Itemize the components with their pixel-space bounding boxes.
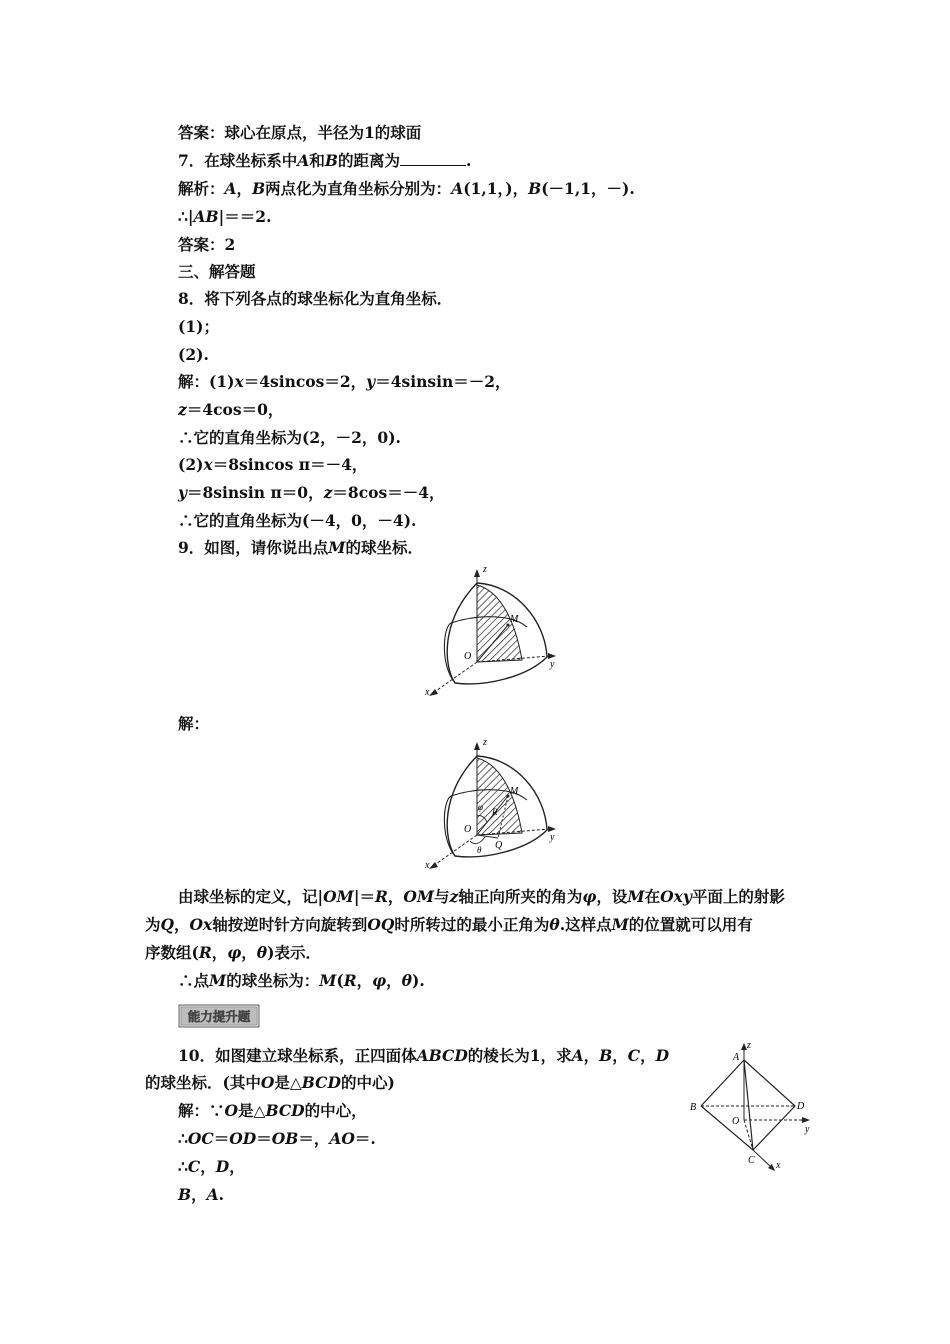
q10a: 10．如图建立球坐标系，正四面体 xyxy=(178,1046,417,1065)
tetrahedron-figure xyxy=(685,1040,820,1175)
s4-x: x xyxy=(203,455,213,474)
fig3-y-label: y xyxy=(805,1124,810,1135)
para-line-1 xyxy=(178,887,785,907)
ab-distance xyxy=(178,207,271,227)
fig1-M-label: M xyxy=(510,614,519,625)
a10e: 的中心， xyxy=(304,1101,367,1120)
p2a: 为 xyxy=(145,915,161,934)
sphere-figure-1 xyxy=(415,565,565,700)
q10b: ABCD xyxy=(416,1046,468,1065)
q7-a: A xyxy=(297,151,310,170)
a10c: 是△ xyxy=(238,1101,266,1120)
q8-part-2: (2). xyxy=(178,345,209,364)
badge-text: 能力提升题 xyxy=(187,1010,251,1024)
fig3-A-label: A xyxy=(733,1052,740,1063)
p3e: ， xyxy=(241,943,257,962)
fig1-y-label: y xyxy=(550,659,555,670)
p4j: θ xyxy=(401,971,413,990)
q10j: D xyxy=(655,1046,670,1065)
a10n: ＝. xyxy=(354,1129,376,1148)
p4b: M xyxy=(209,971,227,990)
p4c: 的球坐标为： xyxy=(226,971,320,990)
a10m: AO xyxy=(329,1129,355,1148)
q7-text: 7．在球坐标系中 xyxy=(178,151,298,170)
solution-10-line-1 xyxy=(178,1101,367,1121)
question-7 xyxy=(178,151,471,171)
p4f: R xyxy=(343,971,357,990)
question-10-line-2 xyxy=(145,1073,395,1093)
solution-9-label: 解： xyxy=(178,714,210,733)
q7-b: B xyxy=(324,151,338,170)
p2f: OQ xyxy=(367,915,395,934)
a10b: O xyxy=(224,1101,239,1120)
q10k: 的球坐标．(其中 xyxy=(145,1073,261,1092)
s1-x: x xyxy=(234,372,244,391)
solution-8-line-6: ∴它的直角坐标为(－4，0，－4). xyxy=(178,511,417,530)
s1-y: y xyxy=(366,372,376,391)
a10k: OB xyxy=(271,1129,299,1148)
p1e: ， xyxy=(387,887,404,906)
solution-10-line-2 xyxy=(178,1129,376,1149)
p2k: 的位置就可以用有 xyxy=(628,915,753,934)
fig2-phi-label: φ xyxy=(478,802,483,812)
solution-8-line-5 xyxy=(178,483,445,503)
s5-yv: ＝8sinsin π＝0， xyxy=(187,483,324,502)
p2e: 轴按逆时针方向旋转到 xyxy=(212,915,368,934)
a10f: ∴ xyxy=(178,1129,188,1148)
a10s: ， xyxy=(229,1157,245,1176)
p1i: 轴正向所夹的角为 xyxy=(458,887,583,906)
q10c: 的棱长为1，求 xyxy=(467,1046,572,1065)
question-9 xyxy=(178,538,423,558)
q8-part-1: (1)； xyxy=(178,317,219,336)
a10d: BCD xyxy=(265,1101,305,1120)
fig2-x-label: x xyxy=(425,860,430,871)
p1m: 在 xyxy=(644,887,661,906)
a10w: . xyxy=(218,1185,225,1204)
p1j: φ xyxy=(582,887,597,906)
p2b: Q xyxy=(160,915,175,934)
p3f: θ xyxy=(256,943,268,962)
para-line-2 xyxy=(145,915,753,935)
answer-blank xyxy=(400,151,466,166)
s1-pre: 解：(1) xyxy=(178,372,235,391)
q9-pre: 9．如图，请你说出点 xyxy=(178,538,329,557)
p1n: Oxy xyxy=(660,887,692,906)
p4e: ( xyxy=(336,971,344,990)
s2-z: z xyxy=(178,400,187,419)
q10f: B xyxy=(599,1046,613,1065)
q10n: BCD xyxy=(301,1073,341,1092)
jx-mid: ， xyxy=(236,179,253,198)
question-8: 8．将下列各点的球坐标化为直角坐标． xyxy=(178,289,453,308)
fig1-O-label: O xyxy=(464,651,472,662)
fig1-z-label: z xyxy=(483,565,487,575)
s4-pre: (2) xyxy=(178,455,204,474)
q10g: ， xyxy=(612,1046,628,1065)
jx-B-coord: (－1,1，－). xyxy=(541,179,635,198)
p2h: θ xyxy=(549,915,560,934)
a10i: OD xyxy=(229,1129,257,1148)
p4h: φ xyxy=(372,971,387,990)
solution-8-line-1 xyxy=(178,372,511,392)
jx-a: A xyxy=(224,179,237,198)
p2c: ， xyxy=(174,915,190,934)
fig2-R-label: R xyxy=(492,807,498,817)
fig2-theta-label: θ xyxy=(477,845,482,855)
ab-mid: AB xyxy=(193,207,219,226)
p1l: M xyxy=(627,887,645,906)
answer-line-6: 答案：球心在原点，半径为1的球面 xyxy=(178,123,422,142)
a10t: B xyxy=(178,1185,192,1204)
q10i: ， xyxy=(640,1046,656,1065)
p1f: OM xyxy=(403,887,435,906)
a10g: OC xyxy=(187,1129,214,1148)
a10l: ＝， xyxy=(298,1129,330,1148)
q7-and: 和 xyxy=(309,151,325,170)
p2g: 时所转过的最小正角为 xyxy=(394,915,550,934)
fig2-M-label: M xyxy=(510,786,519,797)
p1o: 平面上的射影 xyxy=(691,887,785,906)
ab-post: |＝＝2. xyxy=(218,207,272,226)
a10r: D xyxy=(215,1157,230,1176)
fig3-C-label: C xyxy=(748,1155,755,1166)
q10d: A xyxy=(571,1046,584,1065)
solution-10-line-4 xyxy=(178,1185,224,1205)
jx-A: A xyxy=(451,179,464,198)
solution-8-line-3: ∴它的直角坐标为(2，－2，0). xyxy=(178,428,401,447)
p1b: OM xyxy=(323,887,354,906)
p1a: 由球坐标的定义，记| xyxy=(178,887,324,906)
ab-pre: ∴| xyxy=(178,207,194,226)
fig3-D-label: D xyxy=(797,1101,805,1112)
p4a: ∴点 xyxy=(178,971,210,990)
p4i: ， xyxy=(386,971,402,990)
solution-8-line-4 xyxy=(178,455,367,475)
q10m: 是△ xyxy=(274,1073,302,1092)
analysis-7 xyxy=(178,179,635,199)
q10h: C xyxy=(627,1046,641,1065)
a10j: ＝ xyxy=(256,1129,272,1148)
jx-B: B xyxy=(528,179,542,198)
a10a: 解：∵ xyxy=(178,1101,225,1120)
p1k: ，设 xyxy=(596,887,628,906)
question-10-line-1 xyxy=(178,1046,669,1066)
q9-m: M xyxy=(328,538,346,557)
s1-yv: ＝4sinsin＝－2， xyxy=(375,372,511,391)
q10o: 的中心) xyxy=(340,1073,395,1092)
a10v: A xyxy=(206,1185,219,1204)
p4d: M xyxy=(319,971,337,990)
para-line-4 xyxy=(178,971,425,991)
s5-zv: ＝8cos＝－4， xyxy=(332,483,445,502)
q7-post: 的距离为 xyxy=(337,151,400,170)
s1-xv: ＝4sincos＝2， xyxy=(243,372,367,391)
p4g: ， xyxy=(356,971,373,990)
p1d: R xyxy=(374,887,388,906)
a10p: C xyxy=(187,1157,201,1176)
p3g: )表示． xyxy=(267,943,321,962)
jx-A-coord: (1,1，)， xyxy=(463,179,529,198)
s4-xv: ＝8sincos π＝－4， xyxy=(212,455,368,474)
para-line-3 xyxy=(145,943,321,963)
p2d: Ox xyxy=(189,915,213,934)
fig2-O-label: O xyxy=(464,824,472,835)
q7-end: . xyxy=(465,151,472,170)
p1h: z xyxy=(449,887,459,906)
fig3-B-label: B xyxy=(690,1102,697,1113)
p3a: 序数组( xyxy=(145,943,199,962)
p3c: ， xyxy=(211,943,228,962)
s5-z: z xyxy=(323,483,333,502)
q10l: O xyxy=(260,1073,275,1092)
a10h: ＝ xyxy=(213,1129,230,1148)
a10u: ， xyxy=(191,1185,207,1204)
p4k: ). xyxy=(412,971,425,990)
s5-y: y xyxy=(178,483,188,502)
fig3-x-label: x xyxy=(776,1160,781,1171)
s2-zv: ＝4cos＝0， xyxy=(186,400,284,419)
solution-10-line-3 xyxy=(178,1157,245,1177)
a10q: ， xyxy=(200,1157,216,1176)
solution-8-line-2 xyxy=(178,400,283,420)
ability-badge xyxy=(178,1003,260,1029)
q10e: ， xyxy=(583,1046,600,1065)
q9-post: 的球坐标． xyxy=(345,538,423,557)
jx-text: 两点化为直角坐标分别为： xyxy=(265,179,452,198)
p2j: M xyxy=(611,915,629,934)
analysis-label: 解析： xyxy=(178,179,225,198)
sphere-figure-2 xyxy=(415,738,565,873)
answer-7: 答案：2 xyxy=(178,235,236,254)
p1g: 与 xyxy=(434,887,450,906)
p3b: R xyxy=(198,943,212,962)
fig1-x-label: x xyxy=(425,687,430,698)
fig3-O-label: O xyxy=(732,1116,740,1127)
jx-b: B xyxy=(252,179,266,198)
p2i: .这样点 xyxy=(559,915,612,934)
fig2-y-label: y xyxy=(550,832,555,843)
section-3-heading: 三、解答题 xyxy=(178,262,256,281)
fig2-Q-label: Q xyxy=(495,840,503,851)
p3d: φ xyxy=(227,943,242,962)
fig3-z-label: z xyxy=(747,1040,751,1051)
fig2-z-label: z xyxy=(483,738,487,748)
a10o: ∴ xyxy=(178,1157,188,1176)
p1c: |＝ xyxy=(353,887,375,906)
